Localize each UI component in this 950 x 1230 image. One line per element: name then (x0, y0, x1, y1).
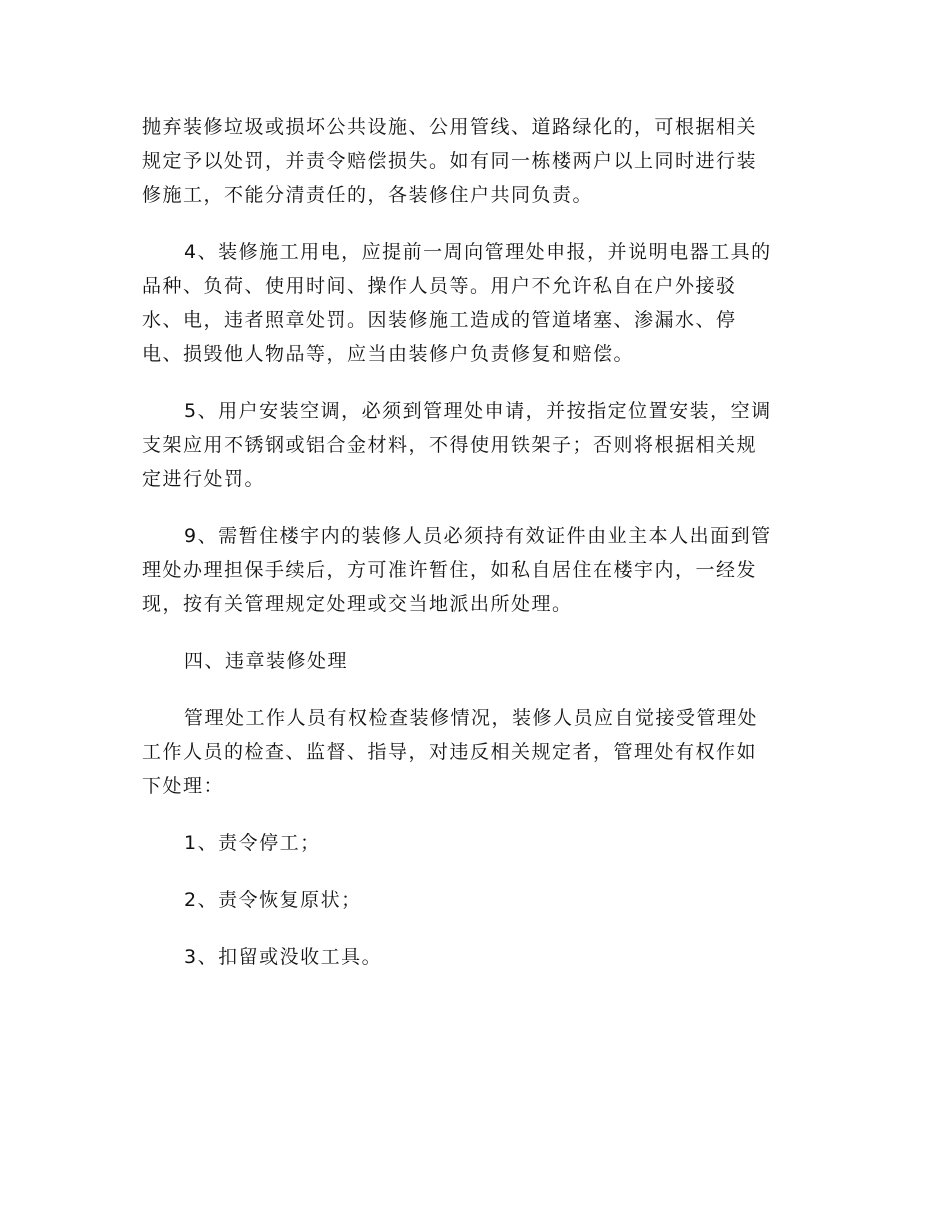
text-line: 规定予以处罚，并责令赔偿损失。如有同一栋楼两户以上同时进行装 (142, 150, 758, 172)
text-line: 定进行处罚。 (142, 468, 266, 490)
text-line: 下处理： (142, 775, 225, 797)
text-line: 抛弃装修垃圾或损坏公共设施、公用管线、道路绿化的，可根据相关 (142, 116, 758, 138)
list-item-confiscate (142, 940, 810, 974)
text-line: 4、装修施工用电，应提前一周向管理处申报，并说明电器工具的 (184, 241, 772, 263)
text-line: 修施工，不能分清责任的，各装修住户共同负责。 (142, 184, 594, 206)
text-line: 现，按有关管理规定处理或交当地派出所处理。 (142, 593, 573, 615)
list-item-restore (142, 883, 810, 917)
text-line: 管理处工作人员有权检查装修情况，装修人员应自觉接受管理处 (184, 707, 759, 729)
list-item-stop-work (142, 826, 810, 860)
paragraph-temporary-residence (142, 519, 810, 621)
text-line: 水、电，违者照章处罚。因装修施工造成的管道堵塞、渗漏水、停 (142, 309, 737, 331)
text-line: 四、违章装修处理 (184, 650, 349, 672)
paragraph-inspection (142, 701, 810, 803)
document-body (142, 110, 810, 997)
text-line: 3、扣留或没收工具。 (184, 946, 383, 968)
paragraph-electricity (142, 235, 810, 371)
text-line: 1、责令停工； (184, 832, 321, 854)
section-heading-violation (142, 644, 810, 678)
text-line: 电、损毁他人物品等，应当由装修户负责修复和赔偿。 (142, 343, 635, 365)
text-line: 理处办理担保手续后，方可准许暂住，如私自居住在楼宇内，一经发 (142, 559, 758, 581)
text-line: 工作人员的检查、监督、指导，对违反相关规定者，管理处有权作如 (142, 741, 758, 763)
paragraph-disposal (142, 110, 810, 212)
text-line: 9、需暂住楼宇内的装修人员必须持有效证件由业主本人出面到管 (184, 525, 772, 547)
paragraph-air-conditioning (142, 394, 810, 496)
text-line: 2、责令恢复原状； (184, 889, 362, 911)
text-line: 支架应用不锈钢或铝合金材料，不得使用铁架子；否则将根据相关规 (142, 434, 758, 456)
text-line: 品种、负荷、使用时间、操作人员等。用户不允许私自在户外接驳 (142, 275, 737, 297)
text-line: 5、用户安装空调，必须到管理处申请，并按指定位置安装，空调 (184, 400, 772, 422)
